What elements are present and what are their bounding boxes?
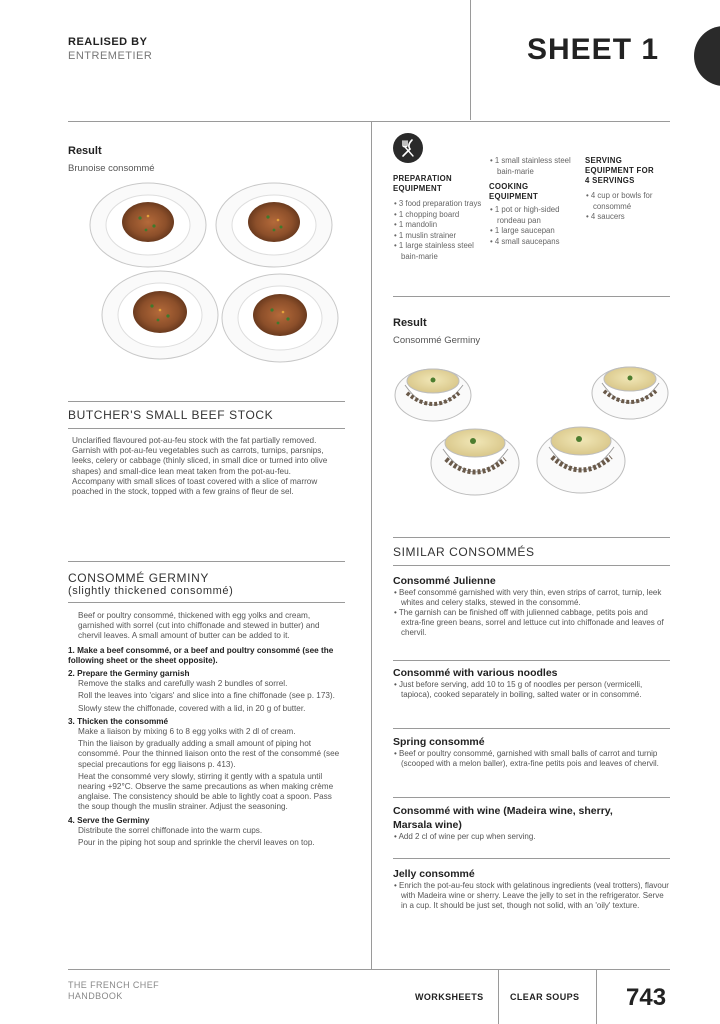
left-result-dish: Brunoise consommé — [68, 163, 155, 174]
book-title — [68, 980, 159, 1002]
prep-equip-item: • 3 food preparation trays — [394, 199, 482, 208]
cook-equip-item: • 4 small saucepans — [490, 236, 560, 246]
similar-jelly — [393, 867, 670, 911]
book-title-line-2: HANDBOOK — [68, 991, 123, 1001]
prep-equip-title-1: PREPARATION — [393, 174, 452, 183]
cup-3 — [431, 429, 519, 495]
serve-equip-item: • 4 cup or bowls for consommé — [586, 191, 653, 211]
jelly-heading: Jelly consommé — [393, 868, 475, 880]
germiny-step-4b: Pour in the piping hot soup and sprinkle the chervil leaves on top. — [78, 838, 315, 848]
jelly-item: • Enrich the pot-au-feu stock with gelatinous ingredients (veal trotters), flavour with Madeira wine or sherry. Leave the jelly to set in the refrigerator. Serve in a cup. It should be just set, though not solid, with an 'oily' texture. — [394, 881, 669, 910]
germiny-step-4a: Distribute the sorrel chiffonade into the warm cups. — [78, 825, 263, 835]
serve-equip-title-2: EQUIPMENT FOR — [585, 166, 654, 175]
preparation-equipment — [393, 174, 485, 262]
germiny-step-3c: Heat the consommé very slowly, stirring it gently with a spatula until nearing +92°C. Observe the same precautions as when making crème anglaise. The consistency should be able to lightly coat a spoon. Pass the soup though the muslin strainer. Adjust the seasoning. — [78, 771, 334, 812]
serve-equip-title-1: SERVING — [585, 156, 623, 165]
germiny-subtitle: (slightly thickened consommé) — [68, 585, 234, 597]
brunoise-consomme-photo — [88, 180, 350, 375]
header-rule — [68, 121, 670, 122]
spring-heading: Spring consommé — [393, 736, 485, 748]
butchers-title: BUTCHER'S SMALL BEEF STOCK — [68, 408, 274, 422]
cooking-equipment — [489, 156, 575, 247]
footer-divider-1 — [498, 969, 499, 1024]
serving-equipment — [585, 156, 671, 223]
right-result-dish: Consommé Germiny — [393, 335, 481, 346]
book-title-line-1: THE FRENCH CHEF — [68, 980, 159, 990]
noodles-item: • Just before serving, add 10 to 15 g of noodles per person (vermicelli, tapioca), cooked separately in boiling, salted water or in consommé. — [394, 680, 643, 699]
cup-4 — [537, 427, 625, 493]
similar-rule-top — [393, 537, 670, 538]
cook-equip-item: • 1 pot or high-sided rondeau pan — [490, 205, 560, 225]
similar-rule-bottom — [393, 565, 670, 566]
cook-equip-title-2: EQUIPMENT — [489, 192, 539, 201]
footer-divider-2 — [596, 969, 597, 1024]
germiny-step-2a: Remove the stalks and carefully wash 2 bundles of sorrel. — [78, 679, 288, 689]
germiny-step-3: 3. Thicken the consommé — [68, 716, 169, 726]
right-result-rule — [393, 296, 670, 297]
footer-rule — [68, 969, 670, 970]
germiny-step-4: 4. Serve the Germiny — [68, 815, 150, 825]
germiny-step-1: 1. Make a beef consommé, or a beef and poultry consommé (see the following sheet or the sheet opposite). — [68, 645, 334, 665]
right-result-heading: Result — [393, 317, 427, 329]
similar-rule-5 — [393, 858, 670, 859]
julienne-heading: Consommé Julienne — [393, 575, 496, 587]
germiny-rule-bottom — [68, 602, 345, 603]
realised-by-label: REALISED BY — [68, 36, 148, 48]
germiny-step-2b: Roll the leaves into 'cigars' and slice into a fine chiffonade (see p. 173). — [78, 691, 335, 701]
prep-equip-item: • 1 chopping board — [394, 209, 460, 219]
spring-item: • Beef or poultry consommé, garnished with small balls of carrot and turnip (scooped with a melon baller), extra-fine petits pois and leaves of chervil. — [394, 749, 659, 768]
header-divider — [470, 0, 471, 120]
julienne-item: • The garnish can be finished off with julienned cabbage, petits pois and extra-fine green beans, sorrel and lettuce cut into chiffonade and leaves of chervil. — [394, 608, 664, 637]
noodles-heading: Consommé with various noodles — [393, 667, 558, 679]
butchers-p1: Unclarified flavoured pot-au-feu stock with the fat partially removed. — [72, 436, 317, 445]
serve-equip-title-3: 4 SERVINGS — [585, 176, 635, 185]
left-result-heading: Result — [68, 145, 102, 157]
wine-item: • Add 2 cl of wine per cup when serving. — [394, 832, 536, 841]
clear-soups-link[interactable]: CLEAR SOUPS — [510, 992, 580, 1002]
butchers-rule-top — [68, 401, 345, 402]
butchers-body — [72, 436, 344, 497]
cook-equip-item: • 1 large saucepan — [490, 226, 555, 235]
wine-heading-1: Consommé with wine (Madeira wine, sherry, — [393, 805, 613, 817]
julienne-item: • Beef consommé garnished with very thin, even strips of carrot, turnip, leek whites and celery stalks, stewed in the consommé. — [394, 588, 662, 607]
germiny-step-3b: Thin the liaison by gradually adding a small amount of piping hot consommé. Pour the thinned liaison onto the rest of the consommé (see special precautions for egg liaisons p. 413). — [78, 739, 340, 769]
germiny-title: CONSOMMÉ GERMINY — [68, 571, 209, 585]
similar-julienne — [393, 574, 670, 638]
cutlery-icon — [393, 133, 423, 163]
butchers-p2: Garnish with pot-au-feu vegetables such as carrots, turnips, parsnips, leeks, celery or cabbage (thinly sliced, in small dice or turned into olive shapes) and small-dice lean meat taken from the pot-au-feu. — [72, 446, 328, 476]
consomme-germiny-photo — [393, 355, 670, 505]
germiny-step-3a: Make a liaison by mixing 6 to 8 egg yolks with 2 dl of cream. — [78, 727, 296, 737]
sheet-tab-marker — [694, 26, 720, 86]
sheet-title: SHEET 1 — [527, 33, 660, 66]
similar-title: SIMILAR CONSOMMÉS — [393, 545, 535, 559]
similar-wine — [393, 804, 670, 842]
column-divider — [371, 121, 372, 969]
germiny-intro: Beef or poultry consommé, thickened with egg yolks and cream, garnished with sorrel (cut into chiffonade and stewed in butter) and chervil leaves. A small amount of butter can be added to it. — [78, 611, 320, 641]
similar-spring — [393, 735, 670, 769]
cup-1 — [395, 369, 471, 421]
butchers-p3: Accompany with small slices of toast covered with a slice of marrow poached in the stock, topped with a few grains of fleur de sel. — [72, 476, 318, 497]
cook-equip-title-1: COOKING — [489, 182, 529, 191]
similar-noodles — [393, 666, 670, 700]
germiny-step-2: 2. Prepare the Germiny garnish — [68, 669, 190, 679]
plate-1 — [90, 183, 206, 267]
worksheets-link[interactable]: WORKSHEETS — [415, 992, 484, 1002]
germiny-rule-top — [68, 561, 345, 562]
cook-top-item: • 1 small stainless steel bain-marie — [490, 156, 571, 176]
similar-rule-3 — [393, 728, 670, 729]
prep-equip-title-2: EQUIPMENT — [393, 184, 443, 193]
plate-4 — [222, 274, 338, 362]
plate-2 — [216, 183, 332, 267]
plate-3 — [102, 271, 218, 359]
butchers-rule-bottom — [68, 428, 345, 429]
germiny-body — [68, 611, 345, 848]
cup-2 — [592, 367, 668, 419]
entremetier-label: ENTREMETIER — [68, 50, 153, 62]
page-number: 743 — [626, 984, 667, 1011]
prep-equip-item: • 1 muslin strainer — [394, 230, 457, 240]
similar-rule-2 — [393, 660, 670, 661]
prep-equip-item: • 1 mandolin — [394, 220, 438, 229]
germiny-step-2c: Slowly stew the chiffonade, covered with a lid, in 20 g of butter. — [78, 703, 306, 713]
similar-rule-4 — [393, 797, 670, 798]
wine-heading-2: Marsala wine) — [393, 819, 462, 831]
prep-equip-item: • 1 large stainless steel bain-marie — [394, 241, 474, 261]
serve-equip-item: • 4 saucers — [586, 212, 625, 221]
